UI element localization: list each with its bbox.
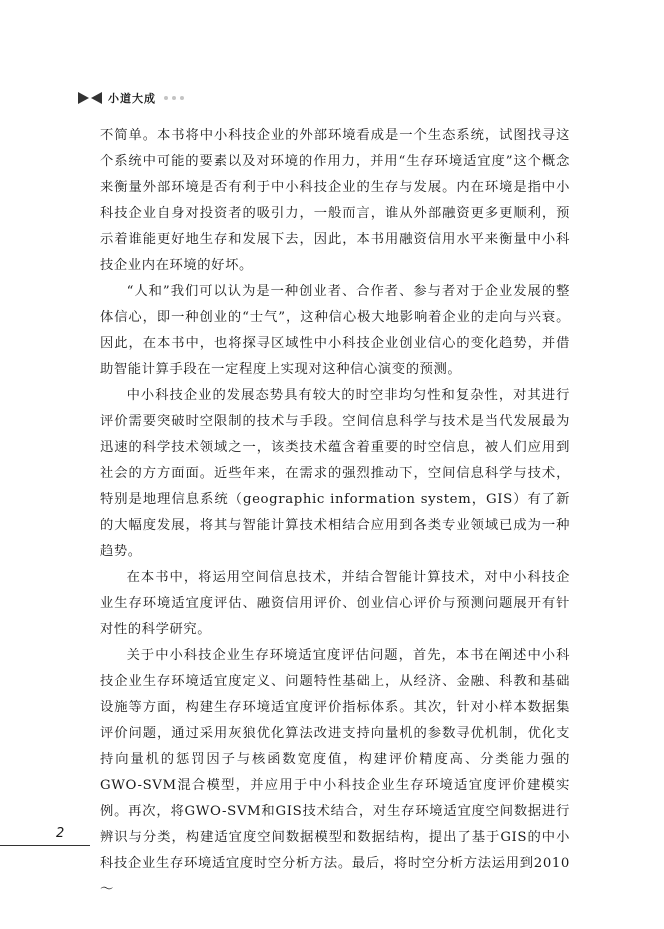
paragraph-3: 中小科技企业的发展态势具有较大的时空非均匀性和复杂性，对其进行评价需要突破时空限制的技术与手段。空间信息科学与技术是当代发展最为迅速的科学技术领域之一，该类技术蕴含着重要的时空信息，被人们应用到社会的方方面面。近些年来，在需求的强烈推动下，空间信息科学与技术，特别是地理信息系统（geographic information system，GIS）有了新的大幅度发展，将其与智能计算技术相结合应用到各类专业领域已成为一种趋势。 <box>100 388 570 559</box>
paragraph-5: 关于中小科技企业生存环境适宜度评估问题，首先，本书在阐述中小科技企业生存环境适宜度定义、问题特性基础上，从经济、金融、科教和基础设施等方面，构建生存环境适宜度评价指标体系。其次，针对小样本数据集评价问题，通过采用灰狼优化算法改进支持向量机的参数寻优机制，优化支持向量机的惩罚因子与核函数宽度值，构建评价精度高、分类能力强的GWO-SVM混合模型，并应用于中小科技企业生存环境适宜度评价建模实例。再次，将GWO-SVM和GIS技术结合，对生存环境适宜度空间数据进行辨识与分类，构建适宜度空间数据模型和数据结构，提出了基于GIS的中小科技企业生存环境适宜度时空分析方法。最后，将时空分析方法运用到2010～ <box>100 648 570 897</box>
running-header <box>78 90 184 106</box>
paragraph-2: “人和”我们可以认为是一种创业者、合作者、参与者对于企业发展的整体信心，即一种创业的“士气”，这种信心极大地影响着企业的走向与兴衰。因此，在本书中，也将探寻区域性中小科技企业创业信心的变化趋势，并借助智能计算手段在一定程度上实现对这种信心演变的预测。 <box>100 284 570 377</box>
paragraph-4: 在本书中，将运用空间信息技术，并结合智能计算技术，对中小科技企业生存环境适宜度评估、融资信用评价、创业信心评价与预测问题展开有针对性的科学研究。 <box>100 570 570 637</box>
running-header-title: 小道大成 <box>108 92 156 105</box>
footer-rule <box>0 845 90 846</box>
bowtie-icon <box>78 92 102 104</box>
header-dots-ornament <box>164 96 184 100</box>
paragraph-1: 不简单。本书将中小科技企业的外部环境看成是一个生态系统，试图找寻这个系统中可能的要素以及对环境的作用力，并用“生存环境适宜度”这个概念来衡量外部环境是否有利于中小科技企业的生存与发展。内在环境是指中小科技企业自身对投资者的吸引力，一般而言，谁从外部融资更多更顺利，预示着谁能更好地生存和发展下去，因此，本书用融资信用水平来衡量中小科技企业内在环境的好坏。 <box>100 128 570 273</box>
page-number: 2 <box>56 826 65 841</box>
body-text <box>100 123 570 903</box>
